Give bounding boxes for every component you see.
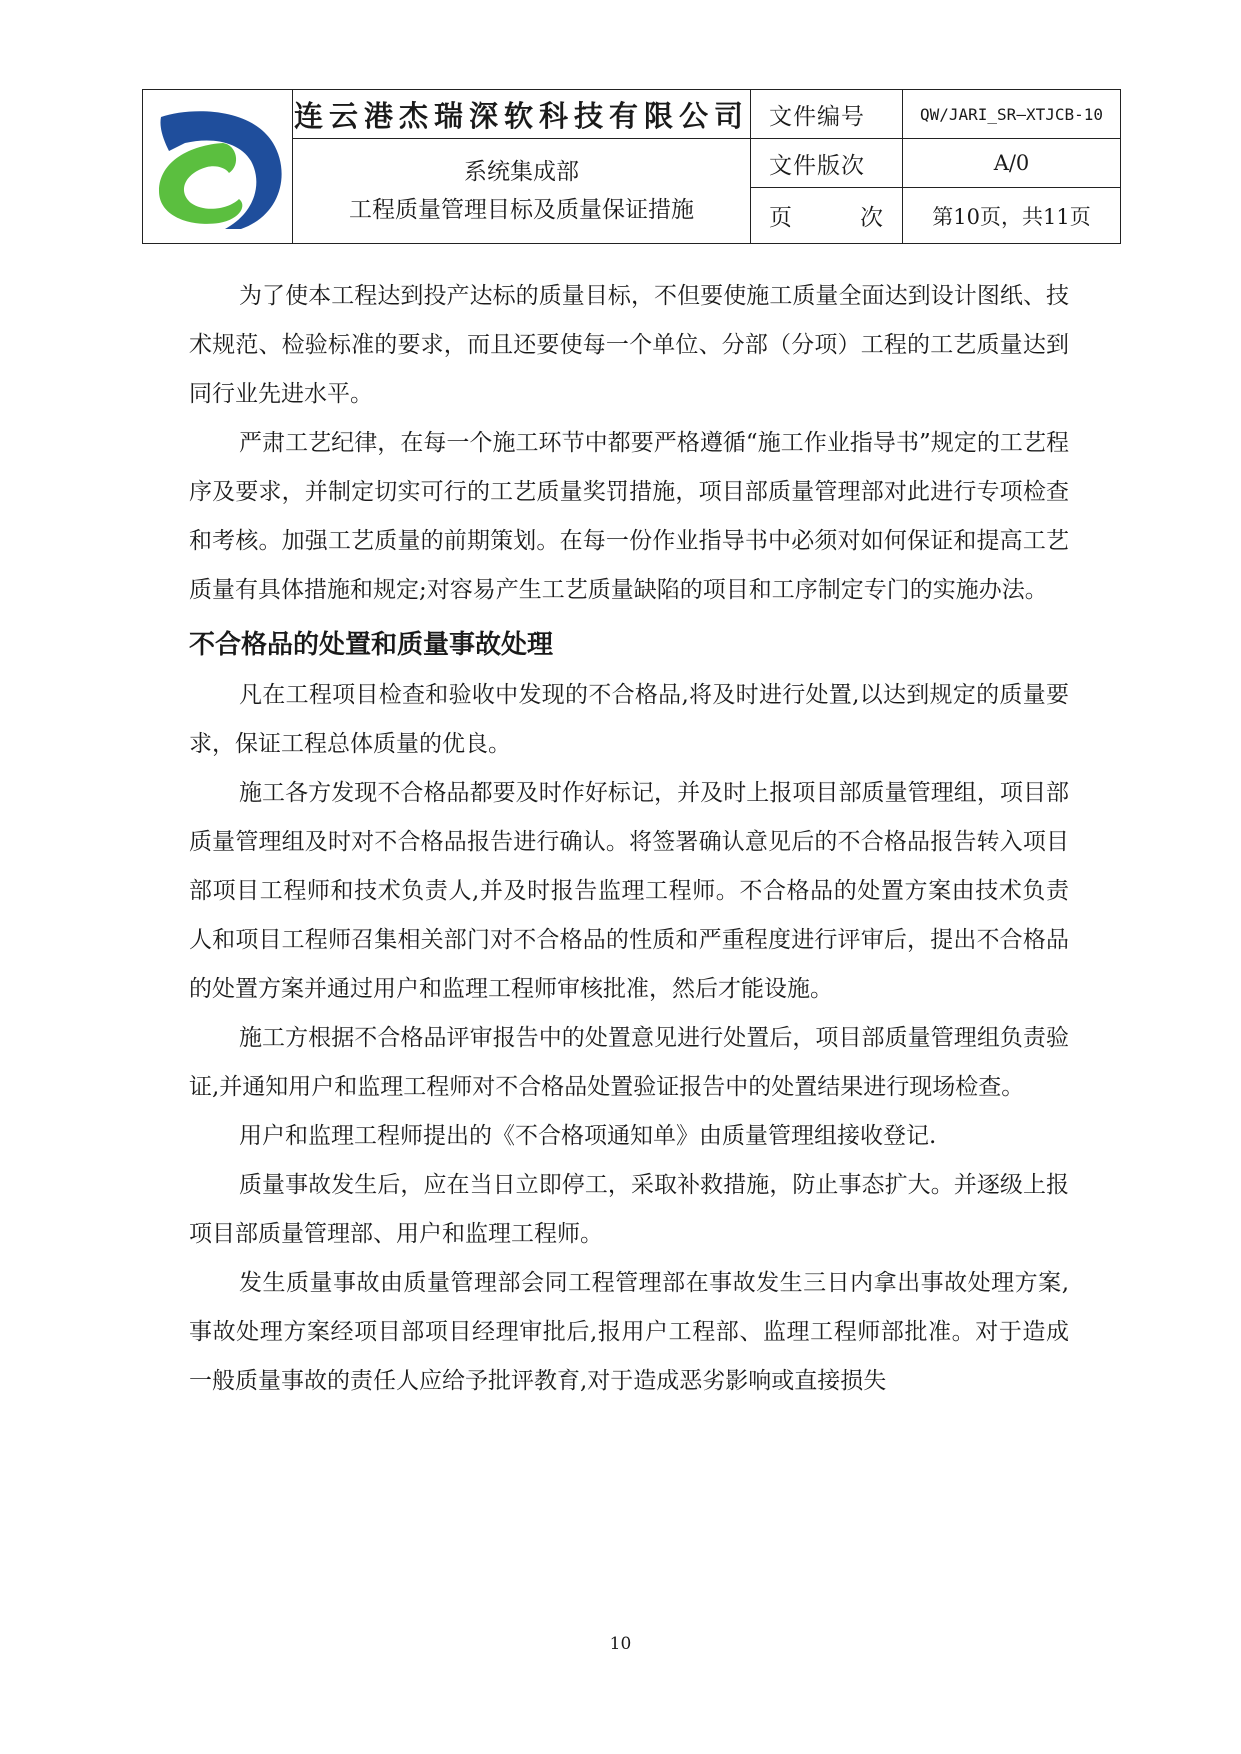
page-number: 10 — [609, 1634, 632, 1654]
page-label-right: 次 — [860, 205, 884, 231]
paragraph: 发生质量事故由质量管理部会同工程管理部在事故发生三日内拿出事故处理方案,事故处理方案经项目部项目经理审批后,报用户工程部、监理工程师部批准。对于造成一般质量事故的责任人应给予批评教育,对于造成恶劣影响或直接损失 — [189, 1270, 1069, 1394]
paragraph: 质量事故发生后，应在当日立即停工，采取补救措施，防止事态扩大。并逐级上报项目部质量管理部、用户和监理工程师。 — [189, 1172, 1069, 1247]
paragraph: 用户和监理工程师提出的《不合格项通知单》由质量管理组接收登记. — [239, 1123, 937, 1149]
company-name: 连云港杰瑞深软科技有限公司 — [293, 90, 751, 139]
file-version-value: A/0 — [903, 139, 1121, 188]
paragraph: 施工各方发现不合格品都要及时作好标记，并及时上报项目部质量管理组，项目部质量管理组及时对不合格品报告进行确认。将签署确认意见后的不合格品报告转入项目部项目工程师和技术负责人,并及时报告监理工程师。不合格品的处置方案由技术负责人和项目工程师召集相关部门对不合格品的性质和严重程度进行评审后，提出不合格品的处置方案并通过用户和监理工程师审核批准，然后才能设施。 — [189, 780, 1069, 1002]
file-version-label: 文件版次 — [751, 139, 903, 188]
department-name: 系统集成部 — [464, 159, 579, 185]
section-heading: 不合格品的处置和质量事故处理 — [189, 630, 554, 660]
paragraph: 凡在工程项目检查和验收中发现的不合格品,将及时进行处置,以达到规定的质量要求，保证工程总体质量的优良。 — [189, 682, 1069, 757]
company-logo-icon — [151, 103, 285, 231]
paragraph: 为了使本工程达到投产达标的质量目标，不但要使施工质量全面达到设计图纸、技术规范、检验标准的要求，而且还要使每一个单位、分部（分项）工程的工艺质量达到同行业先进水平。 — [189, 283, 1069, 407]
department-title-cell — [293, 139, 751, 244]
paragraph: 严肃工艺纪律，在每一个施工环节中都要严格遵循“施工作业指导书”规定的工艺程序及要求，并制定切实可行的工艺质量奖罚措施，项目部质量管理部对此进行专项检查和考核。加强工艺质量的前期策划。在每一份作业指导书中必须对如何保证和提高工艺质量有具体措施和规定;对容易产生工艺质量缺陷的项目和工序制定专门的实施办法。 — [189, 430, 1069, 603]
document-body — [189, 272, 1069, 1406]
page-label-left: 页 — [769, 205, 793, 231]
file-number-value: QW/JARI_SR—XTJCB-10 — [903, 90, 1121, 139]
logo-cell — [143, 90, 293, 244]
file-number-label: 文件编号 — [751, 90, 903, 139]
logo-green-shape — [159, 143, 242, 224]
document-header-table — [142, 89, 1121, 244]
page-value: 第10页，共11页 — [903, 188, 1121, 244]
document-title: 工程质量管理目标及质量保证措施 — [349, 197, 694, 223]
paragraph: 施工方根据不合格品评审报告中的处置意见进行处置后，项目部质量管理组负责验证,并通知用户和监理工程师对不合格品处置验证报告中的处置结果进行现场检查。 — [189, 1025, 1069, 1100]
page-label-cell — [751, 188, 903, 244]
